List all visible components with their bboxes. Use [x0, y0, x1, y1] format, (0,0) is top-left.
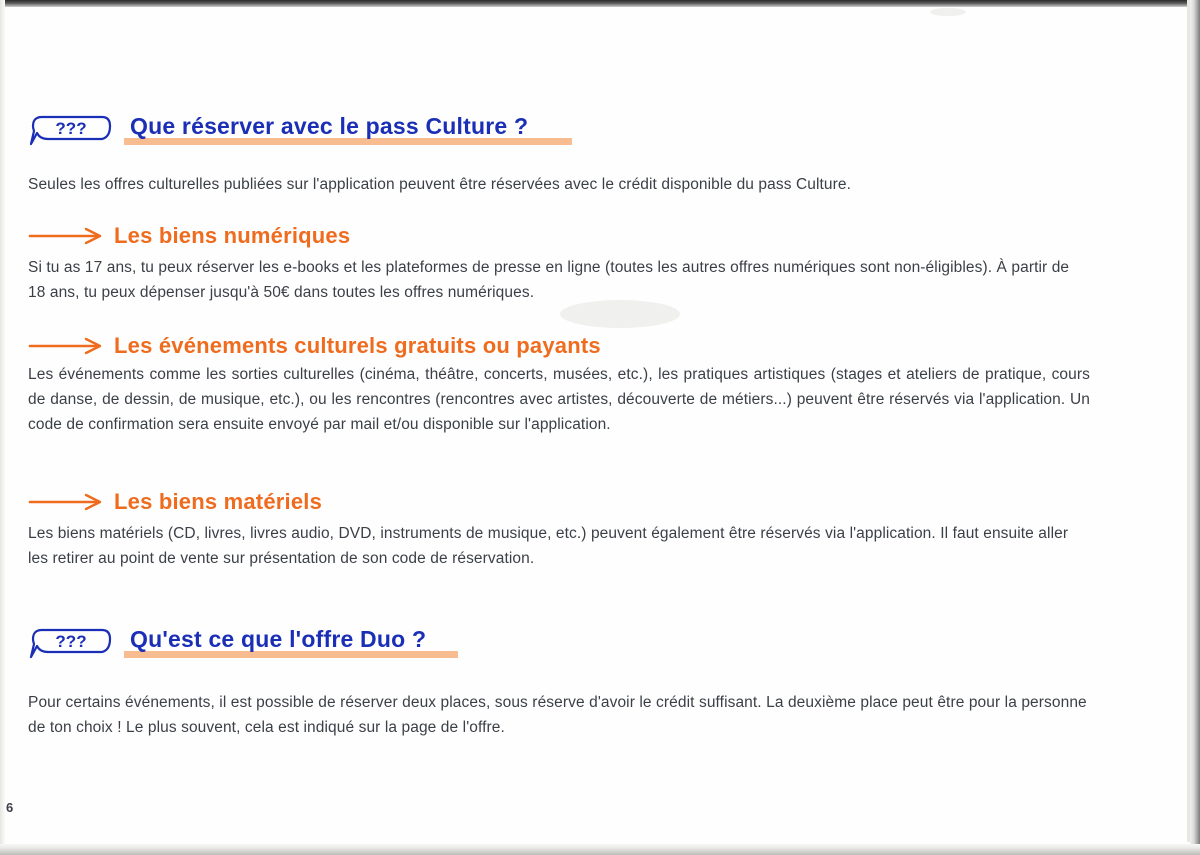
subheading-biens-materiels	[28, 489, 322, 515]
section-heading-reserver	[28, 113, 530, 143]
question-bubble-text: ???	[55, 632, 87, 651]
arrow-right-icon	[28, 337, 106, 355]
title-highlight	[124, 651, 458, 658]
section-intro-offre-duo: Pour certains événements, il est possible de réserver deux places, sous réserve d'avoir le crédit suffisant. La deuxième place peut être pour la personne de ton choix ! Le plus souvent, cela est indiqué sur la page de l'offre.	[28, 694, 1087, 736]
section-title-text: Qu'est ce que l'offre Duo ?	[130, 626, 427, 652]
title-highlight	[124, 138, 572, 145]
section-title-text: Que réserver avec le pass Culture ?	[130, 113, 529, 139]
arrow-right-icon	[28, 227, 106, 245]
question-bubble-text: ???	[55, 119, 87, 138]
subheading-evenements-culturels	[28, 333, 601, 359]
question-bubble-icon	[28, 113, 114, 143]
section-heading-offre-duo	[28, 626, 428, 656]
subheading-biens-numeriques	[28, 223, 350, 249]
page-number: 6	[6, 800, 14, 815]
section-intro-reserver: Seules les offres culturelles publiées sur l'application peuvent être réservées avec le crédit disponible du pass Culture.	[28, 176, 852, 193]
subsection-text-biens-materiels: Les biens matériels (CD, livres, livres audio, DVD, instruments de musique, etc.) peuvent également être réservés via l'application. Il faut ensuite aller les retirer au point de vente sur présentation de son code de réservation.	[28, 525, 1069, 567]
section-title	[128, 626, 428, 656]
subsection-text-evenements-culturels: Les événements comme les sorties culturelles (cinéma, théâtre, concerts, musées, etc.), les pratiques artistiques (stages et ateliers de pratique, cours de danse, de dessin, de musique, etc.), ou les rencontres (rencontres avec artistes, découverte de métiers...) peuvent être réservés via l'application. Un code de confirmation sera ensuite envoyé par mail et/ou disponible sur l'application.	[28, 366, 1090, 433]
question-bubble-icon	[28, 626, 114, 656]
section-title	[128, 113, 530, 143]
subheading-text: Les biens matériels	[114, 489, 323, 514]
subheading-text: Les événements culturels gratuits ou payants	[114, 333, 601, 358]
subsection-text-biens-numeriques: Si tu as 17 ans, tu peux réserver les e-books et les plateformes de presse en ligne (toutes les autres offres numériques sont non-éligibles). À partir de 18 ans, tu peux dépenser jusqu'à 50€ dans toutes les offres numériques.	[28, 259, 1070, 301]
subheading-text: Les biens numériques	[114, 223, 351, 248]
arrow-right-icon	[28, 493, 106, 511]
